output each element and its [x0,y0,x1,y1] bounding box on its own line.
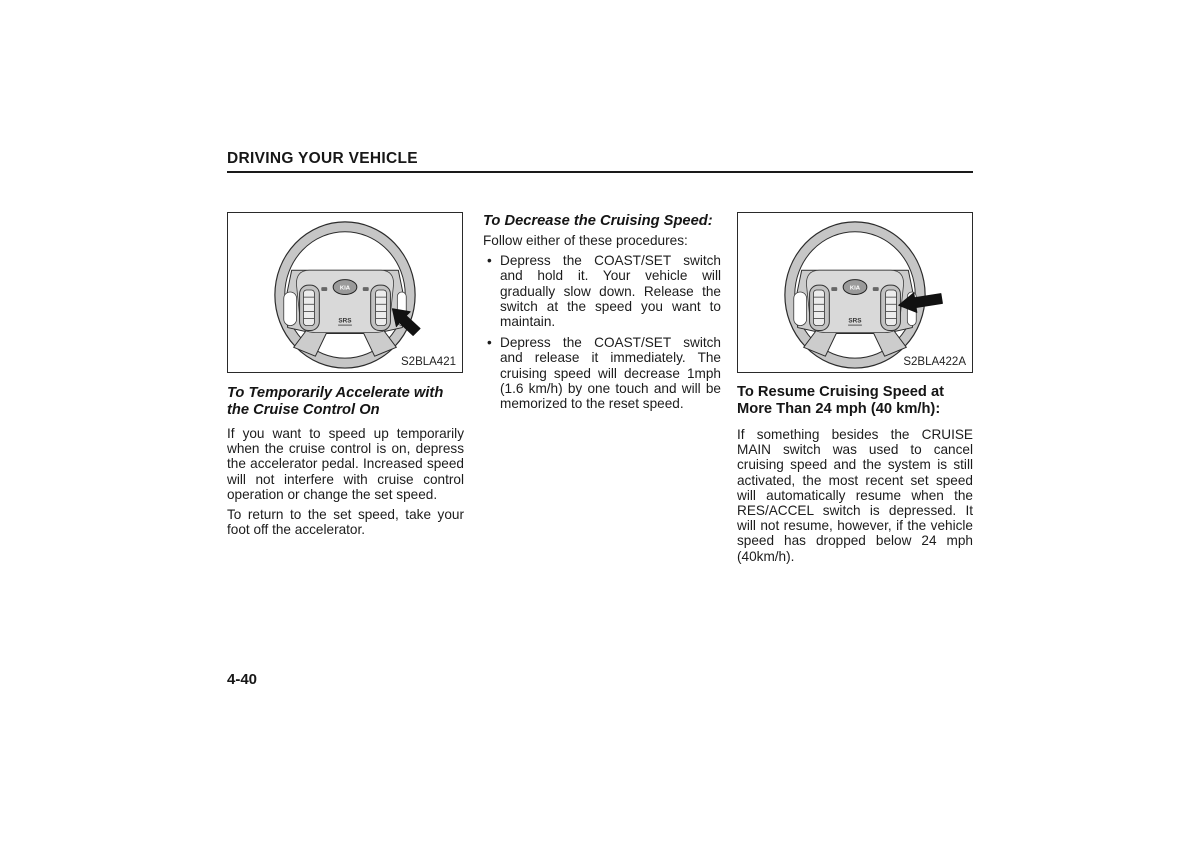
figure-caption: S2BLA421 [401,356,456,368]
procedure-list [483,253,721,411]
pad-button-glyph-left [831,287,837,291]
page-number: 4-40 [227,671,258,688]
bullet-text-1: Depress the COAST/SET switch and hold it. Your vehicle will gradually slow down. Release the switch at the speed you want to maintain. [500,253,721,330]
right-paragraph-1: If something besides the CRUISE MAIN switch was used to cancel cruising speed and the system is still activated, the most recent set speed will automatically resume when the RES/ACCEL switch is depressed. It will not resume, however, if the vehicle speed has dropped below 24 mph (40km/h). [737,427,973,564]
figure-caption: S2BLA422A [903,356,966,368]
kia-logo [333,280,357,295]
left-paragraph-2: To return to the set speed, take your foot off the accelerator. [227,507,464,538]
steering-wheel-diagram [228,213,462,372]
svg-text:KIA: KIA [339,285,351,292]
svg-text:SRS: SRS [848,317,862,325]
pad-button-glyph-left [321,287,327,291]
right-column [737,384,973,564]
steering-wheel-diagram [738,213,972,372]
left-paragraph-1: If you want to speed up temporarily when the cruise control is on, depress the accelerator pedal. Increased speed will not interfere with cruise control operation or change the set speed. [227,426,464,502]
kia-logo [843,280,867,295]
right-switch-pod-res-accel [881,285,901,330]
svg-text:KIA: KIA [849,285,861,292]
middle-intro: Follow either of these procedures: [483,233,688,248]
header-rule [227,171,973,173]
svg-text:SRS: SRS [338,317,352,325]
bullet-text-2: Depress the COAST/SET switch and release it immediately. The cruising speed will decrease 1mph (1.6 km/h) by one touch and will be memorized to the reset speed. [500,335,721,412]
left-column [227,385,464,537]
srs-label [848,318,862,325]
figure-steering-wheel-res-accel [737,212,973,373]
middle-column [483,213,721,417]
right-switch-pod-coast-set [371,285,391,330]
bullet-marker: • [487,335,492,351]
list-item [483,335,721,411]
left-switch-pod [810,285,830,330]
srs-label [338,318,352,325]
right-heading: To Resume Cruising Speed at More Than 24 mph (40 km/h): [737,384,945,417]
pad-button-glyph-right [873,287,879,291]
left-switch-pod [300,285,320,330]
middle-heading: To Decrease the Cruising Speed: [483,213,713,229]
section-header: DRIVING YOUR VEHICLE [227,150,418,167]
pad-button-glyph-right [363,287,369,291]
bullet-marker: • [487,253,492,269]
figure-steering-wheel-coast-set [227,212,463,373]
list-item [483,253,721,329]
left-heading: To Temporarily Accelerate with the Cruise Control On [227,385,444,418]
